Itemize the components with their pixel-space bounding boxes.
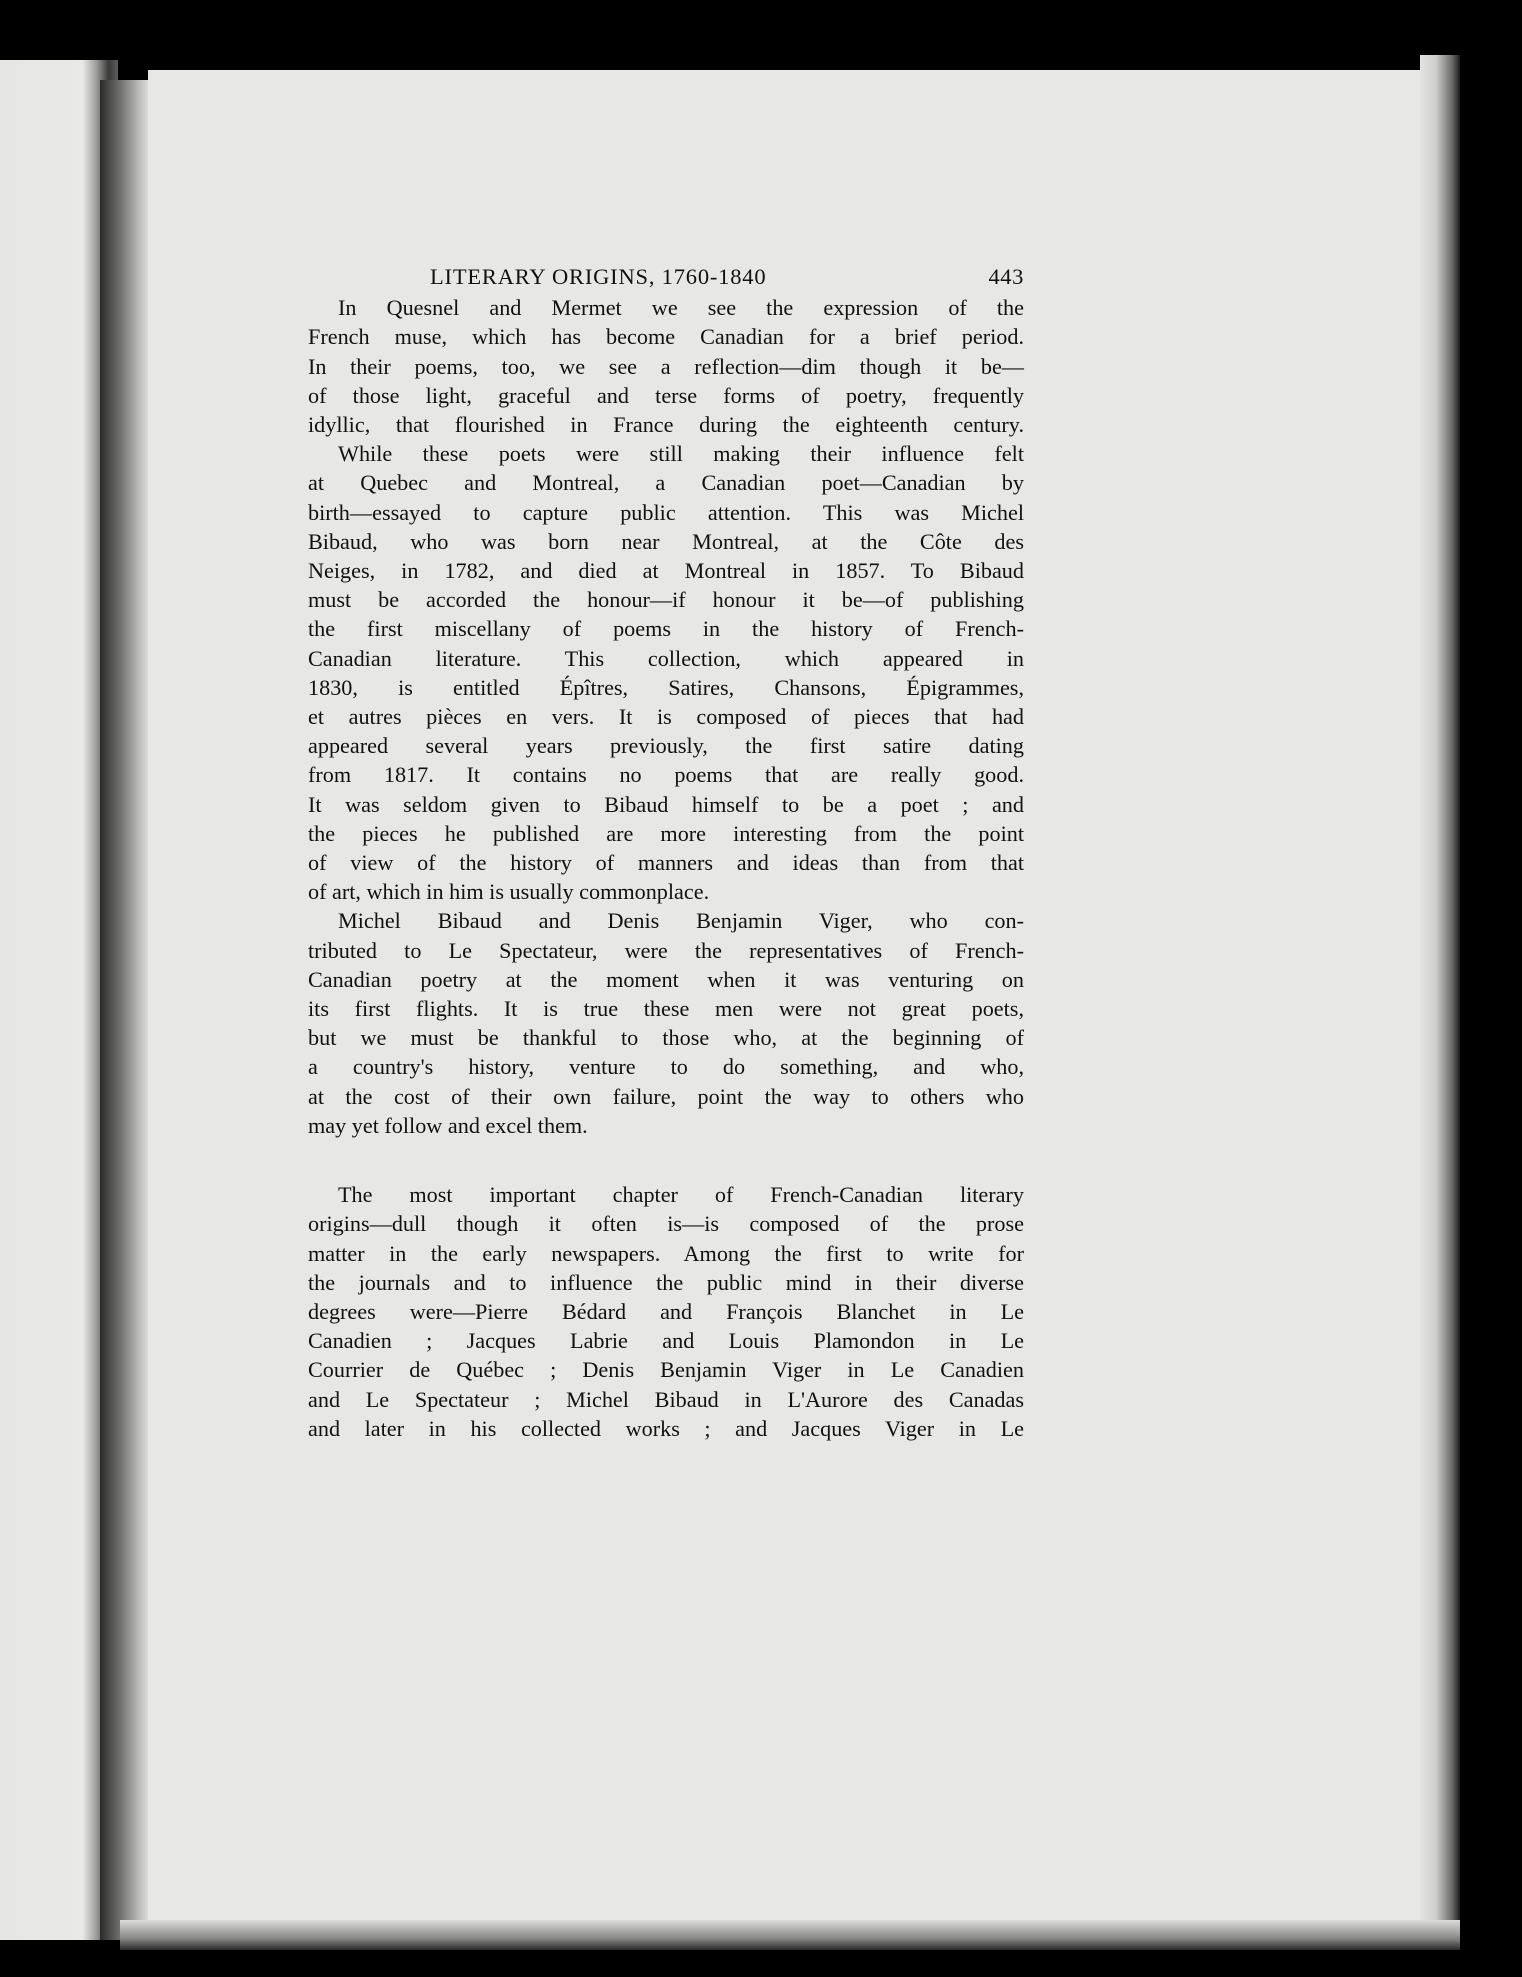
text-line: Courrier de Québec ; Denis Benjamin Viger in Le Canadien: [308, 1357, 1024, 1383]
text-line: In their poems, too, we see a reflection—dim though it be—: [308, 353, 1024, 379]
paragraph-1: [308, 293, 1024, 439]
text-line: of those light, graceful and terse forms of poetry, frequently: [308, 382, 1024, 408]
text-line: Canadian poetry at the moment when it was venturing on: [308, 966, 1024, 992]
page-fore-edge: [1420, 55, 1460, 1945]
text-line: It was seldom given to Bibaud himself to be a poet ; and: [308, 791, 1024, 817]
running-head: [308, 262, 1024, 291]
text-line: at Quebec and Montreal, a Canadian poet—Canadian by: [308, 470, 1024, 496]
text-line: Neiges, in 1782, and died at Montreal in 1857. To Bibaud: [308, 558, 1024, 584]
paragraph-4: [308, 1180, 1024, 1443]
text-line: While these poets were still making their influence felt: [338, 441, 1024, 467]
page-bottom-edge: [120, 1920, 1460, 1950]
text-line: French muse, which has become Canadian for a brief period.: [308, 324, 1024, 350]
paragraph-3: [308, 906, 1024, 1140]
text-line: its first flights. It is true these men were not great poets,: [308, 996, 1024, 1022]
text-line: of art, which in him is usually commonplace.: [308, 879, 710, 905]
text-line: matter in the early newspapers. Among the first to write for: [308, 1240, 1024, 1266]
text-line: Michel Bibaud and Denis Benjamin Viger, who con-: [338, 908, 1024, 934]
text-line: degrees were—Pierre Bédard and François Blanchet in Le: [308, 1298, 1024, 1324]
text-line: origins—dull though it often is—is composed of the prose: [308, 1211, 1024, 1237]
text-line: tributed to Le Spectateur, were the representatives of French-: [308, 937, 1024, 963]
paragraph-2: [308, 439, 1024, 906]
text-line: the first miscellany of poems in the history of French-: [308, 616, 1024, 642]
book-gutter: [100, 80, 148, 1940]
text-line: Canadian literature. This collection, which appeared in: [308, 645, 1024, 671]
text-line: but we must be thankful to those who, at the beginning of: [308, 1025, 1024, 1051]
text-line: et autres pièces en vers. It is composed of pieces that had: [308, 704, 1024, 730]
text-line: appeared several years previously, the first satire dating: [308, 733, 1024, 759]
text-line: a country's history, venture to do something, and who,: [308, 1054, 1024, 1080]
page-number: 443: [988, 264, 1024, 289]
text-line: Bibaud, who was born near Montreal, at the Côte des: [308, 528, 1024, 554]
text-line: must be accorded the honour—if honour it be—of publishing: [308, 587, 1024, 613]
text-line: and later in his collected works ; and Jacques Viger in Le: [308, 1415, 1024, 1441]
text-line: at the cost of their own failure, point the way to others who: [308, 1083, 1024, 1109]
text-line: the journals and to influence the public mind in their diverse: [308, 1269, 1024, 1295]
text-line: may yet follow and excel them.: [308, 1112, 588, 1138]
text-line: In Quesnel and Mermet we see the expression of the: [338, 295, 1024, 321]
text-line: idyllic, that flourished in France during the eighteenth century.: [308, 412, 1024, 438]
text-line: of view of the history of manners and ideas than from that: [308, 850, 1024, 876]
section-break: [308, 1140, 1024, 1180]
text-line: the pieces he published are more interesting from the point: [308, 820, 1024, 846]
text-line: Canadien ; Jacques Labrie and Louis Plamondon in Le: [308, 1328, 1024, 1354]
text-line: and Le Spectateur ; Michel Bibaud in L'Aurore des Canadas: [308, 1386, 1024, 1412]
page-text: [308, 262, 1024, 1443]
running-head-title: LITERARY ORIGINS, 1760-1840: [430, 264, 767, 289]
text-line: birth—essayed to capture public attention. This was Michel: [308, 499, 1024, 525]
text-line: 1830, is entitled Épîtres, Satires, Chansons, Épigrammes,: [308, 674, 1024, 700]
text-line: The most important chapter of French-Canadian literary: [338, 1182, 1024, 1208]
text-line: from 1817. It contains no poems that are really good.: [308, 762, 1024, 788]
